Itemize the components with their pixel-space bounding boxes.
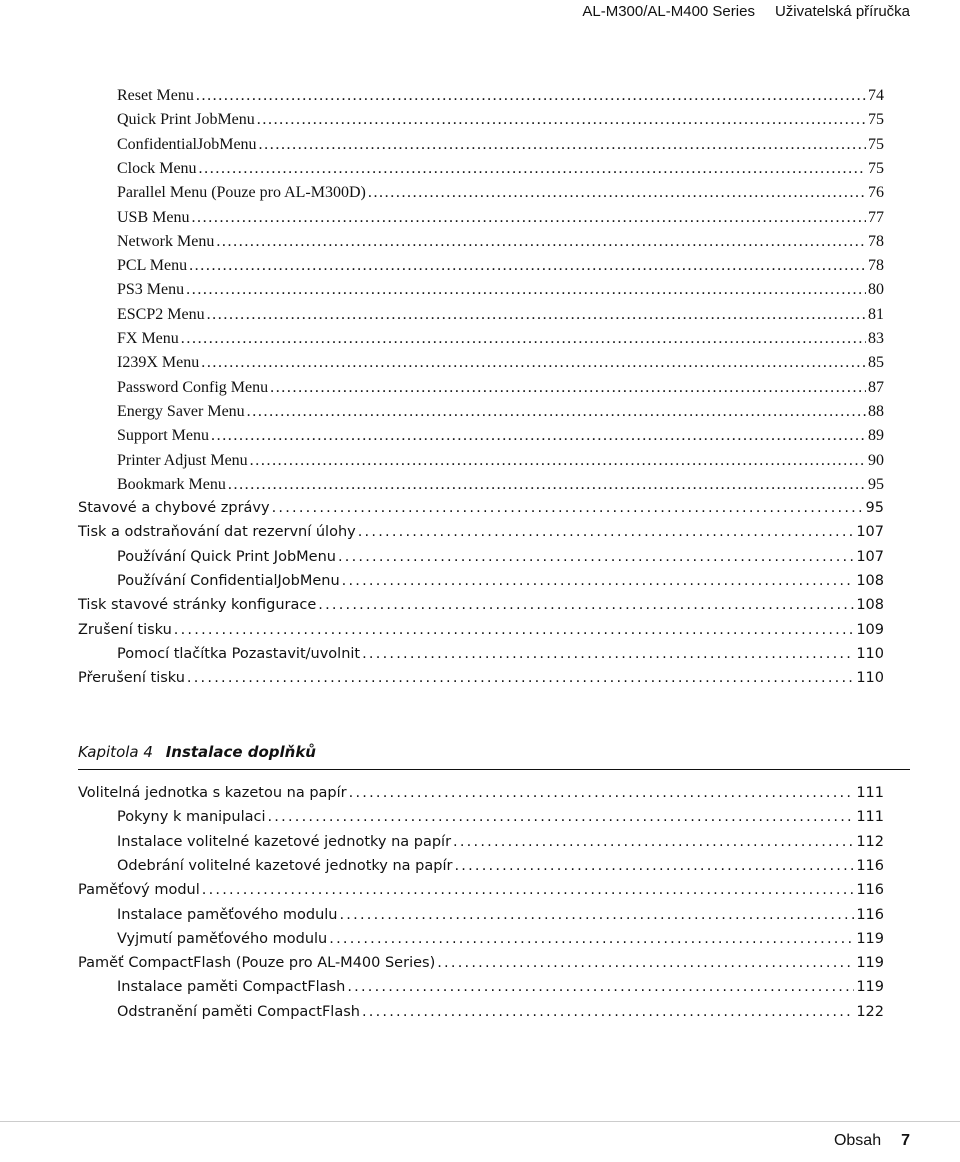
- toc-entry[interactable]: [117, 184, 884, 208]
- toc-entry[interactable]: [117, 979, 884, 1003]
- toc-entry-label: Parallel Menu (Pouze pro AL-M300D): [117, 184, 366, 202]
- toc-entry[interactable]: [78, 670, 884, 694]
- toc-entry-page: 78: [868, 257, 884, 275]
- toc-entry-page: 108: [856, 597, 884, 614]
- dot-leader: [247, 403, 866, 421]
- dot-leader: [270, 379, 866, 397]
- toc-entry-page: 77: [868, 208, 884, 226]
- toc-entry-page: 75: [868, 111, 884, 129]
- toc-entry-label: Stavové a chybové zprávy: [78, 500, 270, 517]
- toc-entry[interactable]: [117, 931, 884, 955]
- toc-entry-page: 83: [868, 330, 884, 347]
- toc-entry[interactable]: [117, 257, 884, 281]
- toc-entry-page: 110: [856, 670, 884, 687]
- toc-entry-page: 107: [856, 548, 884, 565]
- dot-leader: [174, 622, 855, 638]
- toc-entry-label: FX Menu: [117, 330, 179, 347]
- footer-section: Obsah: [833, 1132, 882, 1149]
- toc-entry-label: Zrušení tisku: [78, 621, 172, 638]
- dot-leader: [201, 354, 866, 372]
- toc-entry[interactable]: [78, 524, 884, 548]
- dot-leader: [189, 257, 866, 275]
- toc-entry-page: 81: [868, 305, 884, 323]
- toc-entry-label: Přerušení tisku: [78, 670, 185, 687]
- toc-entry-page: 112: [856, 833, 884, 850]
- dot-leader: [362, 646, 854, 662]
- toc-entry[interactable]: [78, 500, 884, 524]
- toc-entry-label: Pomocí tlačítka Pozastavit/uvolnit: [117, 645, 361, 662]
- toc-entry-label: Instalace volitelné kazetové jednotky na papír: [117, 833, 452, 850]
- dot-leader: [267, 809, 854, 825]
- toc-entry-page: 87: [868, 378, 884, 396]
- dot-leader: [211, 427, 866, 445]
- toc-entry[interactable]: [78, 785, 884, 809]
- toc-entry[interactable]: [117, 354, 884, 378]
- toc-entry-page: 78: [868, 232, 884, 250]
- dot-leader: [199, 160, 866, 178]
- toc-entry-page: 88: [868, 402, 884, 420]
- toc-entry-page: 85: [868, 354, 884, 372]
- toc-entry-label: Pokyny k manipulaci: [117, 809, 266, 826]
- toc-entry[interactable]: [117, 452, 884, 476]
- toc-entry[interactable]: [117, 858, 884, 882]
- toc-entry-label: Bookmark Menu: [117, 475, 226, 493]
- toc-entry-page: 111: [856, 809, 884, 826]
- toc-entry[interactable]: [117, 379, 884, 403]
- dot-leader: [347, 979, 854, 995]
- toc-entry[interactable]: [117, 306, 884, 330]
- dot-leader: [187, 670, 854, 686]
- dot-leader: [272, 500, 864, 516]
- toc-entry[interactable]: [117, 809, 884, 833]
- toc-entry-page: 74: [868, 87, 884, 104]
- toc-entry-page: 89: [868, 427, 884, 445]
- dot-leader: [342, 573, 855, 589]
- toc-entry-label: PS3 Menu: [117, 281, 185, 299]
- toc-entry-label: Odebrání volitelné kazetové jednotky na papír: [117, 857, 453, 874]
- toc-entry-page: 107: [856, 524, 884, 541]
- dot-leader: [329, 931, 854, 947]
- toc-entry-label: Volitelná jednotka s kazetou na papír: [78, 785, 347, 801]
- toc-entry-page: 76: [868, 184, 884, 202]
- toc-entry-page: 122: [856, 1003, 884, 1020]
- toc-entry[interactable]: [117, 907, 884, 931]
- toc-entry[interactable]: [117, 427, 884, 451]
- toc-entry[interactable]: [117, 646, 884, 670]
- toc-entry-label: USB Menu: [117, 208, 190, 226]
- toc-entry[interactable]: [117, 549, 884, 573]
- dot-leader: [362, 1004, 854, 1020]
- toc-entry-label: Clock Menu: [117, 159, 197, 177]
- toc-entry-page: 95: [865, 500, 884, 517]
- toc-entry-label: Support Menu: [117, 427, 209, 445]
- toc-entry-page: 90: [868, 451, 884, 469]
- toc-entry[interactable]: [117, 111, 884, 135]
- toc-entry-page: 119: [856, 955, 884, 972]
- toc-entry-page: 119: [856, 979, 884, 996]
- toc-entry-label: Reset Menu: [117, 87, 194, 104]
- toc-entry-label: Printer Adjust Menu: [117, 451, 248, 469]
- toc-entry-label: Tisk stavové stránky konfigurace: [78, 597, 317, 614]
- toc-entry[interactable]: [117, 233, 884, 257]
- toc-entry-label: ESCP2 Menu: [117, 305, 205, 323]
- toc-entry-page: 116: [856, 882, 884, 899]
- dot-leader: [202, 882, 855, 898]
- page-footer: [0, 1121, 960, 1162]
- toc-entry-label: I239X Menu: [117, 354, 200, 372]
- dot-leader: [437, 955, 854, 971]
- toc-entry-page: 75: [868, 135, 884, 153]
- dot-leader: [339, 907, 854, 923]
- dot-leader: [358, 524, 855, 540]
- toc-entry-page: 111: [856, 785, 884, 801]
- toc-entry[interactable]: [117, 209, 884, 233]
- toc-entry[interactable]: [117, 403, 884, 427]
- toc-entry[interactable]: [117, 87, 884, 111]
- dot-leader: [349, 785, 855, 801]
- dot-leader: [207, 306, 866, 324]
- toc-entry-label: Network Menu: [117, 232, 215, 250]
- toc-entry-label: Energy Saver Menu: [117, 402, 245, 420]
- dot-leader: [453, 834, 854, 850]
- toc-entry[interactable]: [117, 834, 884, 858]
- toc-entry-label: Tisk a odstraňování dat rezervní úlohy: [78, 524, 356, 541]
- toc-entry-label: Paměťový modul: [78, 882, 200, 899]
- toc-entry-page: 95: [868, 475, 884, 493]
- toc-entry[interactable]: [117, 136, 884, 160]
- dot-leader: [338, 549, 854, 565]
- footer-page-number: 7: [901, 1132, 910, 1149]
- toc-entry-page: 108: [856, 573, 884, 589]
- dot-leader: [196, 87, 866, 105]
- toc-entry-label: Používání Quick Print JobMenu: [117, 548, 336, 565]
- guide-title: Uživatelská příručka: [774, 2, 910, 20]
- toc-entry-label: Vyjmutí paměťového modulu: [117, 930, 328, 947]
- toc-entry[interactable]: [78, 622, 884, 646]
- dot-leader: [454, 858, 854, 874]
- toc-entry-page: 116: [856, 906, 884, 923]
- toc-entry-page: 109: [856, 621, 884, 638]
- dot-leader: [216, 233, 866, 251]
- toc-entry[interactable]: [117, 330, 884, 354]
- toc-entry-label: Používání ConfidentialJobMenu: [117, 573, 340, 589]
- dot-leader: [250, 452, 866, 470]
- chapter-heading: [78, 743, 910, 770]
- toc-entry-label: Paměť CompactFlash (Pouze pro AL-M400 Series): [78, 955, 436, 972]
- dot-leader: [191, 209, 866, 227]
- toc-entry[interactable]: [117, 476, 884, 500]
- toc-entry[interactable]: [117, 1004, 884, 1028]
- toc-entry-page: 110: [856, 645, 884, 662]
- chapter-title: Instalace doplňků: [165, 743, 316, 761]
- toc-entry[interactable]: [78, 955, 884, 979]
- toc-entry-label: Odstranění paměti CompactFlash: [117, 1003, 360, 1020]
- dot-leader: [186, 281, 866, 299]
- toc-entry[interactable]: [117, 281, 884, 305]
- toc-entry-page: 75: [868, 159, 884, 177]
- toc-entry-page: 80: [868, 281, 884, 299]
- product-name: AL-M300/AL-M400 Series: [582, 2, 755, 20]
- toc-entry-label: PCL Menu: [117, 257, 188, 275]
- dot-leader: [257, 111, 866, 129]
- toc-entry-label: Password Config Menu: [117, 378, 269, 396]
- toc-entry-page: 119: [856, 930, 884, 947]
- toc-entry[interactable]: [78, 597, 884, 621]
- dot-leader: [368, 184, 866, 202]
- toc-entry[interactable]: [117, 160, 884, 184]
- dot-leader: [228, 476, 866, 494]
- toc-entry-label: Instalace paměťového modulu: [117, 906, 338, 923]
- toc-entry-label: ConfidentialJobMenu: [117, 135, 257, 153]
- dot-leader: [318, 597, 854, 613]
- toc-entry-label: Instalace paměti CompactFlash: [117, 979, 346, 996]
- page-header: [582, 0, 910, 22]
- dot-leader: [181, 330, 866, 348]
- chapter-number: Kapitola 4: [78, 743, 153, 761]
- dot-leader: [259, 136, 866, 154]
- toc-entry-label: Quick Print JobMenu: [117, 111, 255, 129]
- toc-entry[interactable]: [117, 573, 884, 597]
- toc-entry[interactable]: [78, 882, 884, 906]
- toc-entry-page: 116: [856, 857, 884, 874]
